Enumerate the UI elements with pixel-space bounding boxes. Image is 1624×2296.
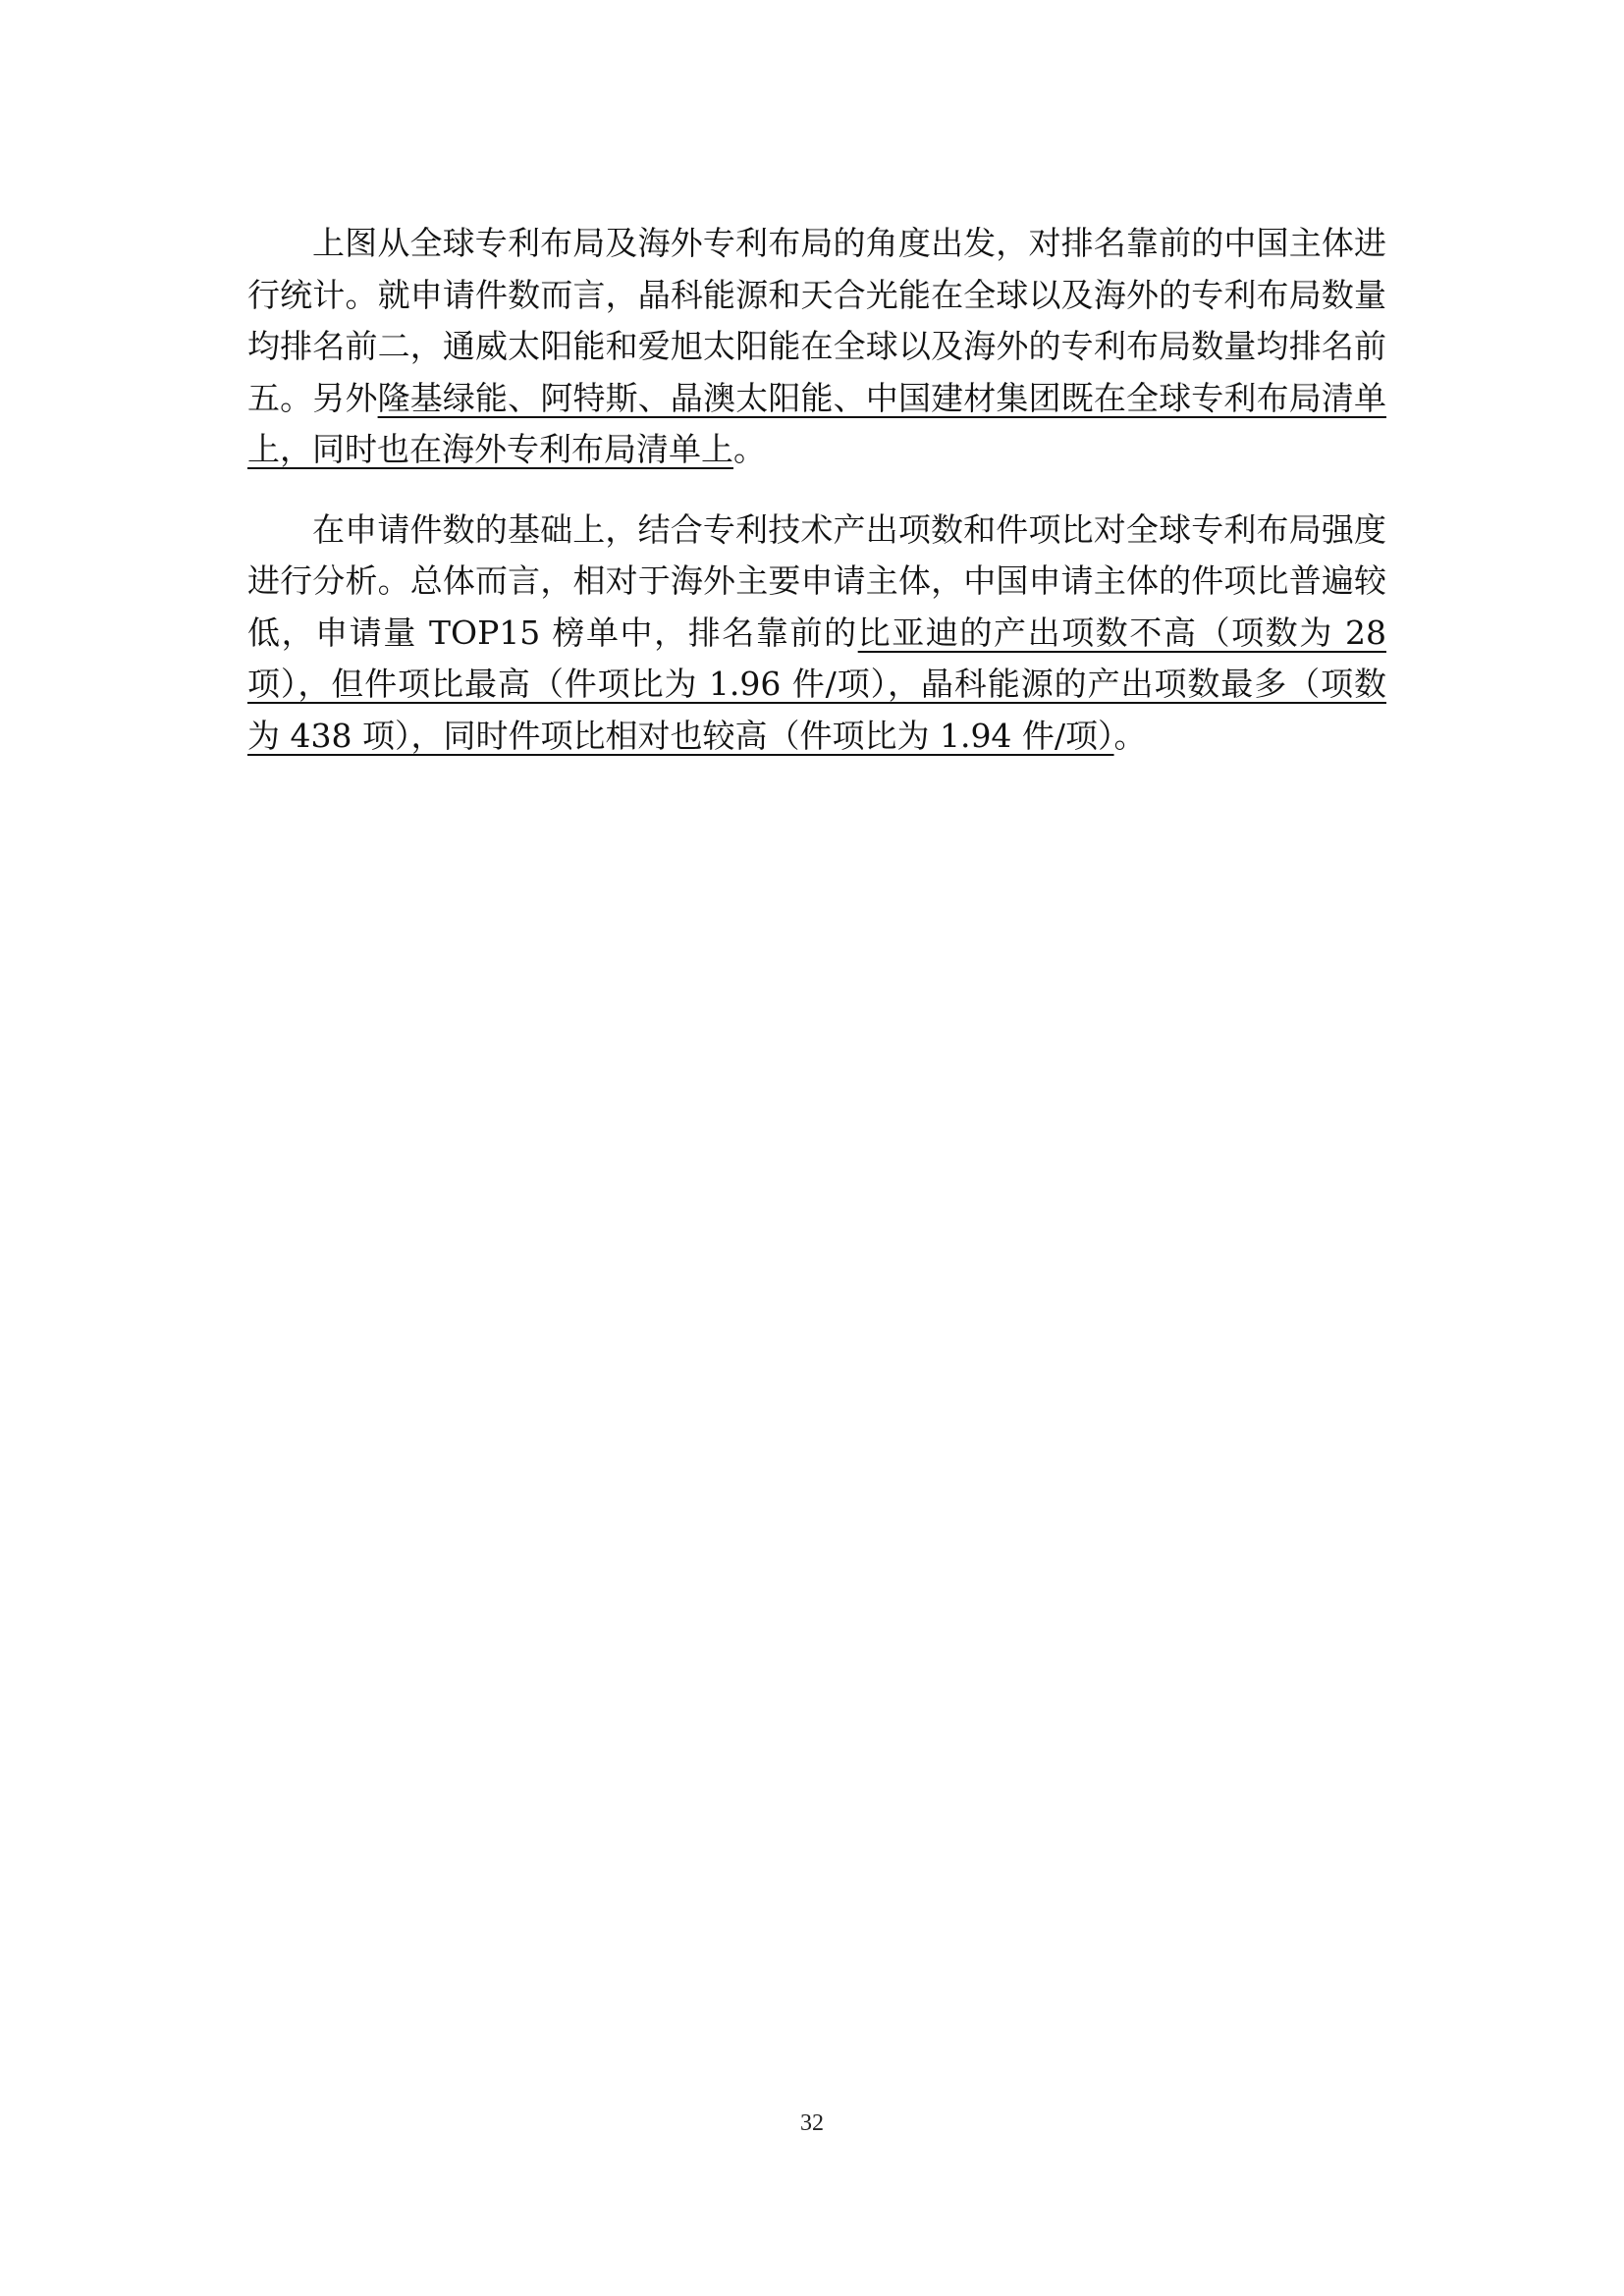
paragraph-layout-strength [247,505,1386,763]
paragraph-text: 。 [1113,716,1147,755]
paragraph-global-overseas-layout [247,218,1386,476]
underlined-text: 比亚迪的产出项数不高（项数为 28 项），但件项比最高（件项比为 1.96 件/项），晶科能源的产出项数最多（项数为 438 项），同时件项比相对也较高（件项比为 1.94 件/项） [247,613,1386,755]
paragraph-text: 在申请件数的基础上，结合专利技术产出项数和件项比对全球专利布局强度进行分析。总体而言，相对于海外主要申请主体，中国申请主体的件项比普遍较低，申请量 TOP15 榜单中，排名靠前的 [247,509,1386,652]
underlined-text: 隆基绿能、阿特斯、晶澳太阳能、中国建材集团既在全球专利布局清单上，同时也在海外专利布局清单上 [247,378,1387,468]
paragraph-text: 上图从全球专利布局及海外专利布局的角度出发，对排名靠前的中国主体进行统计。就申请件数而言，晶科能源和天合光能在全球以及海外的专利布局数量均排名前二，通威太阳能和爱旭太阳能在全球以及海外的专利布局数量均排名前五。另外 [247,224,1386,417]
paragraph-text: 。 [733,430,766,468]
page-number: 32 [800,2110,824,2136]
page-body [247,218,1386,762]
